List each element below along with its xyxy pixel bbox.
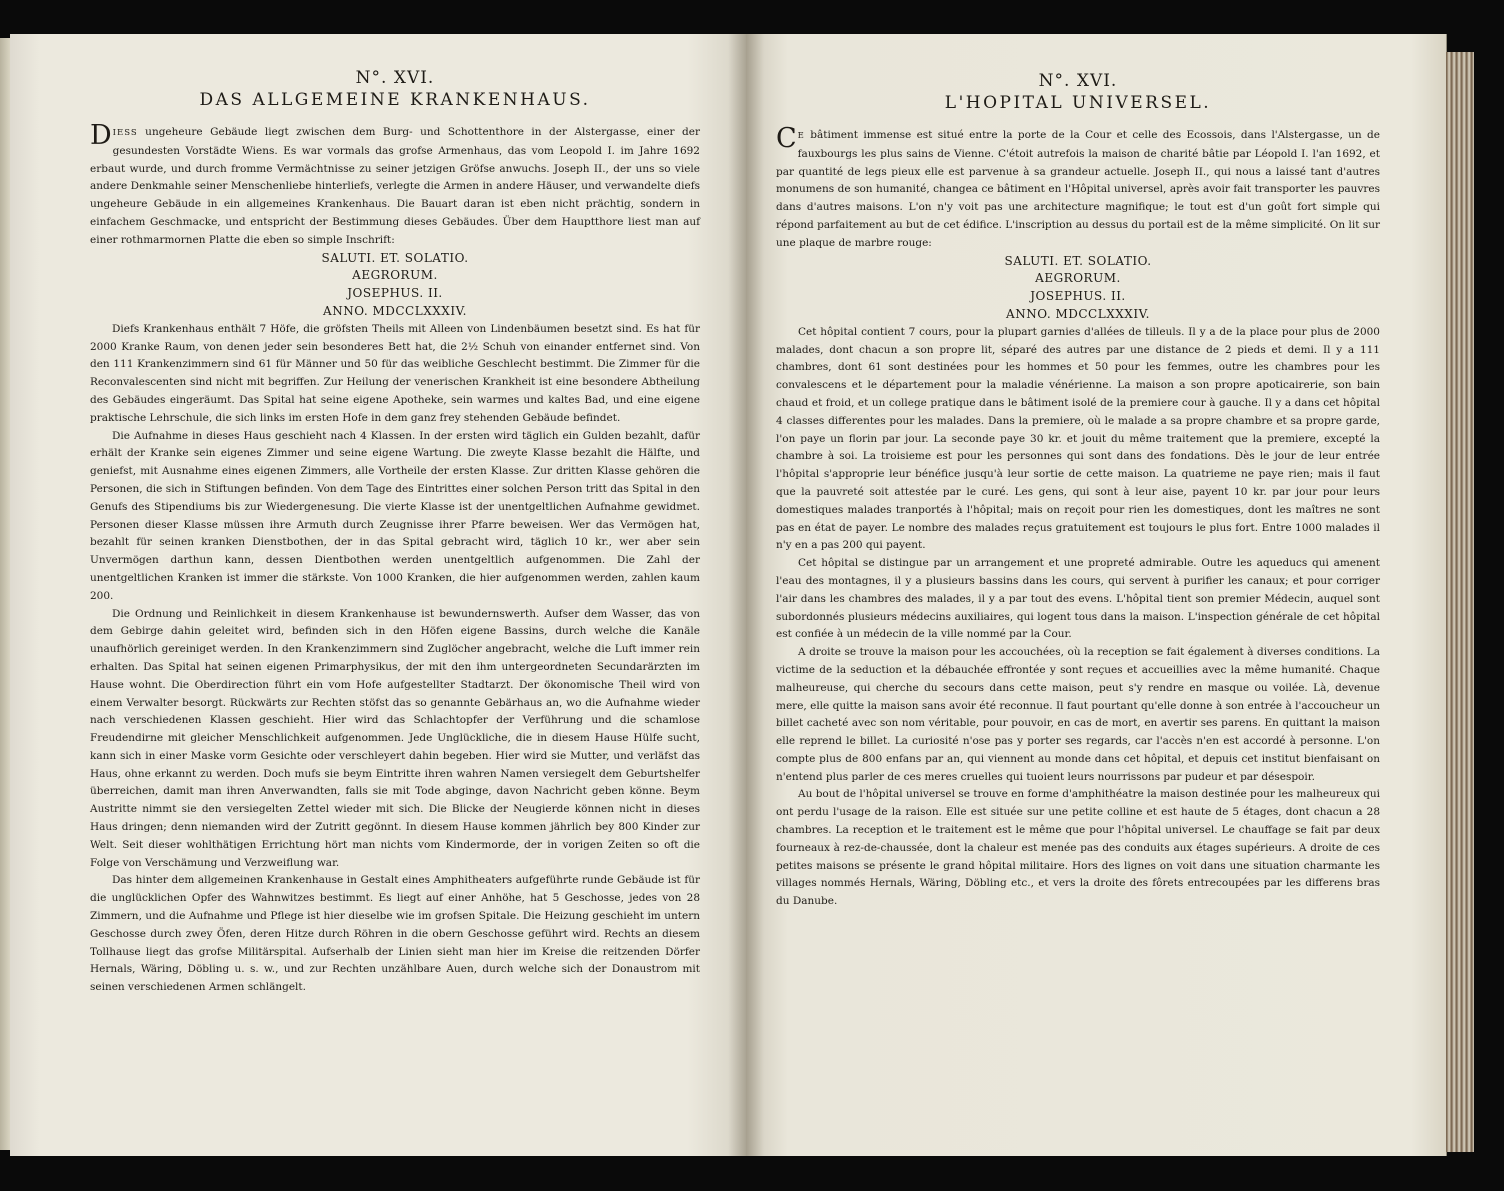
intro-text: ungeheure Gebäude liegt zwischen dem Burg- und Schottenthore in der Alstergasse, einer der gesundesten Vorstädte Wiens. Es war vormals das grofse Armenhaus, das vom Leopold I. im Jahre 1692 erbaut wurde, und durch fromme Vermächtnisse zu seiner jetzigen Gröfse anwuchs. Joseph II., der uns so viele andere Denkmahle seiner Menschenliebe hinterliefs, verlegte die Armen in andere Häuser, und verwandelte diefs ungeheure Gebäude in ein allgemeines Krankenhaus. Die Bauart daran ist eben nicht prächtig, sondern in einfachem Geschmacke, und entspricht der Bestimmung dieses Gebäudes. Über dem Hauptthore liest man auf einer rothmarmornen Platte die eben so simple Inschrift: — [90, 126, 700, 246]
body-paragraph: A droite se trouve la maison pour les accouchées, où la reception se fait également à diverses conditions. La victime de la seduction et la débauchée effrontée y sont reçues et accueillies avec la même humanité. Chaque malheureuse, qui cherche du secours dans cette maison, peut s'y rendre en masque ou voilée. Là, devenue mere, elle quitte la maison sans avoir été reconnue. Il faut pourtant qu'elle donne à son entrée à l'accoucheur un billet cacheté avec son nom véritable, pour pouvoir, en cas de mort, en avertir ses parens. En quittant la maison elle reprend le billet. La curiosité n'ose pas y porter ses regards, car l'accès n'en est accordé à personne. L'on compte plus de 800 enfans par an, qui viennent au monde dans cet hôpital, et depuis cet institut bienfaisant on n'entend plus parler de ces meres cruelles qui tuoient leurs nourrissons par pudeur et par désespoir. — [776, 646, 1380, 783]
inscription-line: JOSEPHUS. II. — [347, 286, 443, 301]
inscription-line: ANNO. MDCCLXXXIV. — [1006, 306, 1150, 321]
inscription-line: JOSEPHUS. II. — [1030, 289, 1126, 304]
inscription-line: ANNO. MDCCLXXXIV. — [323, 303, 467, 318]
intro-smallcaps: IESS — [112, 128, 138, 138]
inscription-line: AEGRORUM. — [1035, 271, 1121, 286]
body-paragraph: Die Aufnahme in dieses Haus geschieht nach 4 Klassen. In der ersten wird täglich ein Gulden bezahlt, dafür erhält der Kranke sein eigenes Zimmer und seine eigene Wartung. Die zweyte Klasse bezahlt die Hälfte, und geniefst, mit Ausnahme eines eigenen Zimmers, alle Vortheile der ersten Klasse. Zur dritten Klasse gehören die Personen, die sich in Stiftungen befinden. Von dem Tage des Eintrittes einer solchen Person tritt das Spital in den Genufs des Stipendiums bis zur Wiedergenesung. Die vierte Klasse ist der unentgeltlichen Aufnahme gewidmet. Personen dieser Klasse müssen ihre Armuth durch Zeugnisse ihrer Pfarre beweisen. Wer das Vermögen hat, bezahlt für seinen kranken Dienstbothen, der in das Spital gebracht wird, täglich 10 kr., wer aber sein Unvermögen darthun kann, dessen Dientbothen werden unentgeltlich aufgenommen. Die Zahl der unentgeltlichen Kranken ist immer die stärkste. Von 1000 Kranken, die hier aufgenommen werden, zahlen kaum 200. — [90, 429, 700, 602]
body-paragraph: Cet hôpital se distingue par un arrangement et une propreté admirable. Outre les aqueducs qui amenent l'eau des montagnes, il y a plusieurs bassins dans les cours, qui servent à purifier les canaux; et pour corriger l'air dans les chambres des malades, il y a par tout des evens. L'hôpital tient son premier Médecin, auquel sont subordonnés plusieurs médecins auxiliaires, qui logent tous dans la maison. L'inspection générale de cet hôpital est confiée à un médecin de la ville nommé par la Cour. — [776, 557, 1380, 641]
body-paragraph: Die Ordnung und Reinlichkeit in diesem Krankenhause ist bewundernswerth. Aufser dem Wasser, das von dem Gebirge dahin geleitet wird, befinden sich in den Höfen eigene Bassins, durch welche die Kanäle unaufhörlich gereiniget werden. In den Krankenzimmern sind Zuglöcher angebracht, welche die Luft immer rein erhalten. Das Spital hat seinen eigenen Primarphysikus, der mit den ihm untergeordneten Secundarärzten im Hause wohnt. Die Oberdirection führt ein vom Hofe aufgestellter Stadtarzt. Der ökonomische Theil wird von einem Verwalter besorgt. Rückwärts zur Rechten stöfst das so genannte Gebärhaus an, wo die Aufnahme wieder nach verschiedenen Klassen geschieht. Hier wird das Schlachtopfer der Verführung und die schamlose Freudendirne mit gleicher Menschlichkeit aufgenommen. Jede Unglückliche, die in diesem Hause Hülfe sucht, kann sich in einer Maske vorm Gesichte oder verschleyert dahin begeben. Hier wird sie Mutter, und verläfst das Haus, ohne erkannt zu werden. Doch mufs sie beym Eintritte ihren wahren Namen versiegelt dem Geburtshelfer überreichen, damit man ihren Anverwandten, falls sie mit Tode abginge, davon Nachricht geben könne. Beym Austritte nimmt sie den versiegelten Zettel wieder mit sich. Die Blicke der Neugierde können nicht in dieses Haus dringen; denn niemanden wird der Zutritt gegönnt. In diesem Hause kommen jährlich bey 800 Kinder zur Welt. Seit dieser wohlthätigen Errichtung hört man nichts vom Kindermorde, der in vorigen Zeiten so oft die Folge von Verschämung und Verzweiflung war. — [90, 607, 700, 869]
inscription-line: AEGRORUM. — [352, 268, 438, 283]
page-title: L'HOPITAL UNIVERSEL. — [944, 93, 1212, 113]
drop-cap: C — [776, 123, 797, 154]
german-column — [90, 67, 700, 997]
plate-number: N°. XVI. — [1038, 71, 1118, 91]
intro-text: bâtiment immense est situé entre la porte de la Cour et celle des Ecossois, dans l'Alstergasse, un de fauxbourgs les plus sains de Vienne. C'étoit autrefois la maison de charité bâtie par Léopold I. l'an 1692, et par quantité de legs pieux elle est parvenue à sa grandeur actuelle. Joseph II., qui nous a laissé tant d'autres monumens de son humanité, changea ce bâtiment en l'Hôpital universel, après avoir fait transporter les pauvres dans d'autres maisons. L'on n'y voit pas une architecture magnifique; le tout est d'un goût fort simple qui répond parfaitement au but de cet édifice. L'inscription au dessus du portail est de la même simplicité. On lit sur une plaque de marbre rouge: — [776, 129, 1380, 249]
french-column — [776, 70, 1380, 911]
body-paragraph: Au bout de l'hôpital universel se trouve en forme d'amphithéatre la maison destinée pour les malheureux qui ont perdu l'usage de la raison. Elle est située sur une petite colline et est haute de 5 étages, dont chacun a 28 chambres. La reception et le traitement est le même que pour l'hôpital universel. Le chauffage se fait par deux fourneaux à rez-de-chaussée, dont la chaleur est menée pas des conduits aux étages supérieurs. A droite de ces petites maisons se présente le grand hôpital militaire. Hors des lignes on voit dans une situation charmante les villages nommés Hernals, Wäring, Döbling etc., et vers la droite des fôrets entrecoupées par les differens bras du Danube. — [776, 788, 1380, 908]
plate-number: N°. XVI. — [355, 68, 435, 88]
body-paragraph: Cet hôpital contient 7 cours, pour la plupart garnies d'allées de tilleuls. Il y a de la place pour plus de 2000 malades, dont chacun a son propre lit, séparé des autres par une distance de 2 pieds et demi. Il y a 111 chambres, dont 61 sont destinées pour les hommes et 50 pour les femmes, outre les chambres pour les convalescens et le département pour la maladie vénérienne. La maison a son propre apoticairerie, son bain chaud et froid, et un college pratique dans le bâtiment isolé de la premiere cour à gauche. Il y a dans cet hôpital 4 classes differentes pour les malades. Dans la premiere, où le malade a sa propre chambre et sa propre garde, l'on paye un florin par jour. La seconde paye 30 kr. et jouit du même traitement que la premiere, excepté la chambre à soi. La troisieme est pour les personnes qui sont dans des fondations. Dès le jour de leur entrée l'hôpital s'approprie leur bénéfice jusqu'à leur sortie de cette maison. La quatrieme ne paye rien; mais il faut que la pauvreté soit attestée par le curé. Les gens, qui sont à leur aise, payent 10 kr. par jour pour leurs domestiques malades tranportés à l'hôpital; mais on reçoit pour rien les domestiques, dont les maîtres ne sont pas en état de payer. Le nombre des malades reçus gratuitement est toujours le plus fort. Entre 1000 malades il n'y en a pas 200 qui payent. — [776, 325, 1380, 552]
inscription-line: SALUTI. ET. SOLATIO. — [1004, 253, 1152, 268]
page-title: DAS ALLGEMEINE KRANKENHAUS. — [199, 90, 591, 110]
page-stack-edge — [1446, 52, 1474, 1152]
intro-smallcaps: E — [797, 131, 805, 141]
body-paragraph: Diefs Krankenhaus enthält 7 Höfe, die gröfsten Theils mit Alleen von Lindenbäumen besetzt sind. Es hat für 2000 Kranke Raum, von denen jeder sein besonderes Bett hat, die 2½ Schuh von einander entfernet sind. Von den 111 Krankenzimmern sind 61 für Männer und 50 für das weibliche Geschlecht bestimmt. Die Zimmer für die Reconvalescenten sind nicht mit begriffen. Zur Heilung der venerischen Krankheit ist eine besondere Abtheilung des Gebäudes eingeräumt. Das Spital hat seine eigene Apotheke, sein warmes und kaltes Bad, und eine eigene praktische Lehrschule, die sich links im ersten Hofe in dem ganz frey stehenden Gebäude befindet. — [90, 322, 700, 424]
body-paragraph: Das hinter dem allgemeinen Krankenhause in Gestalt eines Amphitheaters aufgeführte runde Gebäude ist für die unglücklichen Opfer des Wahnwitzes bestimmt. Es liegt auf einer Anhöhe, hat 5 Geschosse, jedes von 28 Zimmern, und die Aufnahme und Pflege ist hier dieselbe wie im grofsen Spitale. Die Heizung geschieht im untern Geschosse durch zwey Öfen, deren Hitze durch Röhren in die obern Geschosse geführt wird. Rechts an diesem Tollhause liegt das grofse Militärspital. Aufserhalb der Linien sieht man hier im Kreise die reitzenden Dörfer Hernals, Wäring, Döbling u. s. w., und zur Rechten unzählbare Auen, durch welche sich der Donaustrom mit seinen verschiedenen Armen schlängelt. — [90, 874, 700, 994]
left-page — [10, 34, 746, 1156]
inscription-line: SALUTI. ET. SOLATIO. — [321, 250, 469, 265]
intro-paragraph — [90, 120, 700, 250]
intro-paragraph — [776, 123, 1380, 253]
drop-cap: D — [90, 120, 112, 151]
right-page — [746, 34, 1447, 1156]
book-gutter — [728, 34, 764, 1156]
